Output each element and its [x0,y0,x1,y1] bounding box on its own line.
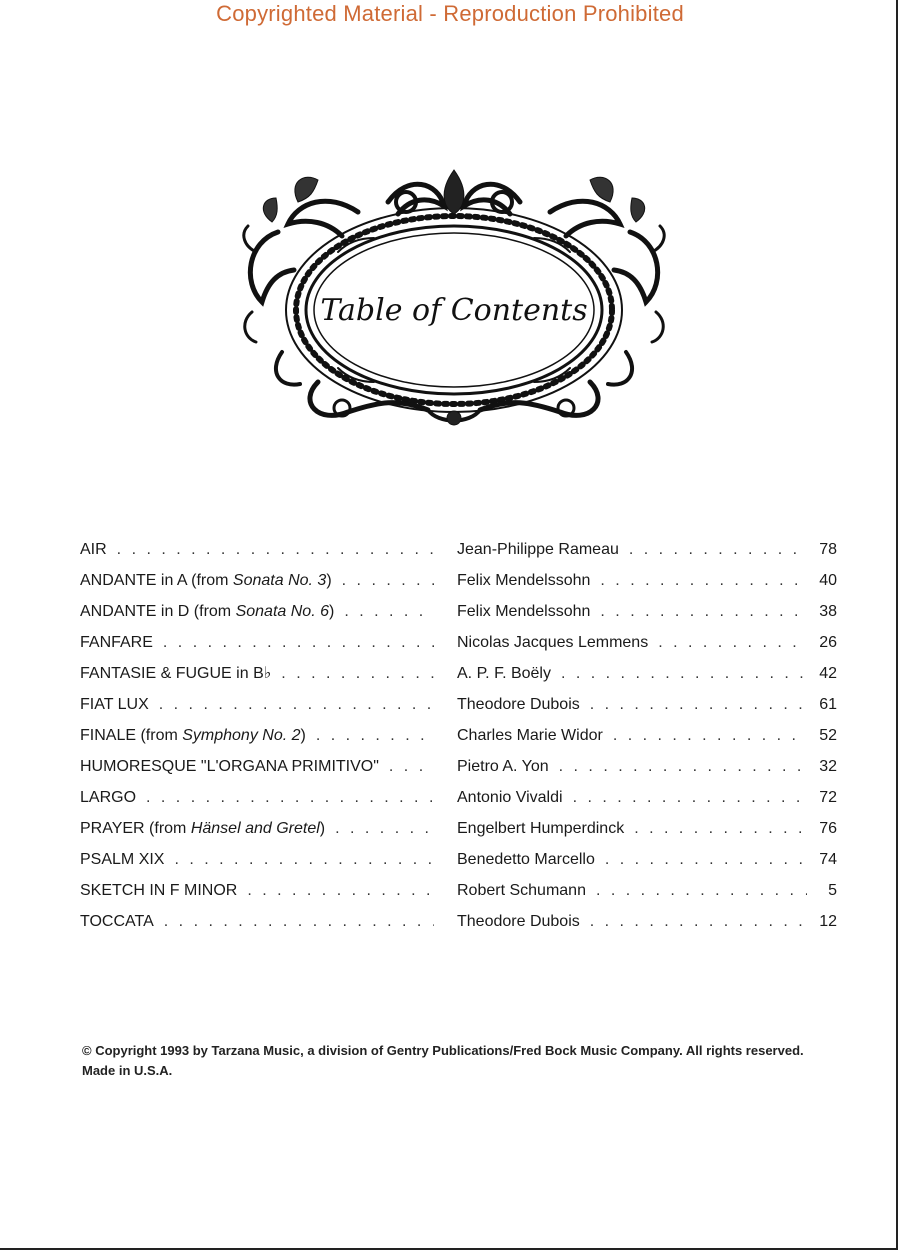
piece-title [80,813,442,844]
piece-title [80,565,442,596]
piece-title-main: PRAYER (from [80,820,191,837]
page-number: 61 [819,696,837,713]
toc-row [80,875,840,906]
composer-entry [457,751,837,782]
piece-title [80,906,442,937]
piece-title-text [80,906,154,937]
dot-leader [281,658,434,689]
piece-title [80,658,442,689]
composer-entry [457,658,837,689]
toc-row [80,813,840,844]
dot-leader [342,565,434,596]
dot-leader [163,627,434,658]
composer-entry [457,627,837,658]
toc-row [80,906,840,937]
piece-title-main: PSALM XIX [80,851,165,868]
piece-title-text [80,844,164,875]
piece-source-work: Sonata No. 3 [232,572,327,589]
watermark-text: Copyrighted Material - Reproduction Prohibited [216,1,684,26]
piece-title-suffix: ) [328,603,335,620]
piece-title-main: LARGO [80,789,137,806]
dot-leader [335,813,434,844]
composer-name: Felix Mendelssohn [457,572,591,589]
composer-name: Theodore Dubois [457,696,580,713]
piece-title-main: FINALE (from [80,727,183,744]
piece-title-text [80,813,325,844]
piece-title-text [80,565,332,596]
dot-leader [573,782,807,813]
dot-leader [164,906,434,937]
dot-leader [316,720,434,751]
composer-entry [457,813,837,844]
piece-source-work: Hänsel and Gretel [190,820,320,837]
toc-row [80,596,840,627]
piece-title-text [80,596,334,627]
dot-leader [629,534,807,565]
piece-source-work: Symphony No. 2 [182,727,301,744]
composer-entry [457,844,837,875]
composer-name: Pietro A. Yon [457,758,549,775]
dot-leader [596,875,807,906]
piece-title-main: ANDANTE in D (from [80,603,236,620]
dot-leader [146,782,434,813]
composer-entry [457,875,837,906]
piece-title-text [80,534,107,565]
piece-title-main: TOCCATA [80,913,154,930]
piece-title-text [80,689,149,720]
piece-title-text [80,658,271,689]
composer-entry [457,596,837,627]
dot-leader [389,751,434,782]
piece-title-main: FANFARE [80,634,153,651]
page-number: 40 [819,572,837,589]
composer-entry [457,534,837,565]
composer-name: Engelbert Humperdinck [457,820,625,837]
piece-title-text [80,782,136,813]
piece-title-main: HUMORESQUE "L'ORGANA PRIMITIVO" [80,758,379,775]
dot-leader [247,875,434,906]
composer-name: Benedetto Marcello [457,851,595,868]
page-number: 42 [819,665,837,682]
piece-source-work: Sonata No. 6 [235,603,329,620]
composer-name: Charles Marie Widor [457,727,603,744]
piece-title-suffix: ) [319,820,326,837]
piece-title-text [80,627,153,658]
page-number: 76 [819,820,837,837]
toc-row [80,751,840,782]
dot-leader [605,844,807,875]
dot-leader [613,720,807,751]
table-of-contents-heading: Table of Contents [320,293,588,328]
toc-row [80,565,840,596]
page-number: 26 [819,634,837,651]
dot-leader [600,596,807,627]
toc-row [80,534,840,565]
dot-leader [559,751,807,782]
piece-title-main: SKETCH IN F MINOR [80,882,238,899]
dot-leader [117,534,434,565]
composer-name: A. P. F. Boëly [457,665,551,682]
composer-entry [457,782,837,813]
page-number: 38 [819,603,837,620]
toc-row [80,689,840,720]
piece-title-main: ANDANTE in A (from [80,572,233,589]
toc-row [80,844,840,875]
composer-entry [457,720,837,751]
piece-title [80,844,442,875]
piece-title-main: FANTASIE & FUGUE in B♭ [80,665,272,682]
piece-title [80,751,442,782]
composer-entry [457,565,837,596]
piece-title [80,627,442,658]
dot-leader [344,596,434,627]
dot-leader [590,906,807,937]
dot-leader [658,627,807,658]
contents-list [80,534,840,937]
piece-title [80,720,442,751]
page-number: 52 [819,727,837,744]
dot-leader [174,844,434,875]
page-number: 78 [819,541,837,558]
page-number: 32 [819,758,837,775]
piece-title [80,782,442,813]
toc-row [80,627,840,658]
piece-title-text [80,720,306,751]
dot-leader [561,658,807,689]
toc-row [80,658,840,689]
page-number: 72 [819,789,837,806]
piece-title [80,689,442,720]
dot-leader [600,565,807,596]
piece-title [80,534,442,565]
piece-title-main: AIR [80,541,107,558]
piece-title-main: FIAT LUX [80,696,149,713]
piece-title [80,875,442,906]
piece-title-suffix: ) [326,572,332,589]
composer-entry [457,689,837,720]
dot-leader [590,689,807,720]
page-number: 5 [828,882,837,899]
composer-name: Theodore Dubois [457,913,580,930]
composer-name: Robert Schumann [457,882,586,899]
piece-title-text [80,751,379,782]
toc-row [80,720,840,751]
piece-title [80,596,442,627]
composer-entry [457,906,837,937]
composer-name: Felix Mendelssohn [457,603,591,620]
piece-title-text [80,875,237,906]
dot-leader [634,813,807,844]
page-number: 12 [819,913,837,930]
copyright-notice: © Copyright 1993 by Tarzana Music, a division of Gentry Publications/Fred Bock Music Company. All rights reserved. Made in U.S.A. [82,1043,804,1078]
dot-leader [159,689,434,720]
piece-title-suffix: ) [300,727,306,744]
toc-row [80,782,840,813]
composer-name: Antonio Vivaldi [457,789,563,806]
page-number: 74 [819,851,837,868]
composer-name: Jean-Philippe Rameau [457,541,619,558]
composer-name: Nicolas Jacques Lemmens [457,634,649,651]
